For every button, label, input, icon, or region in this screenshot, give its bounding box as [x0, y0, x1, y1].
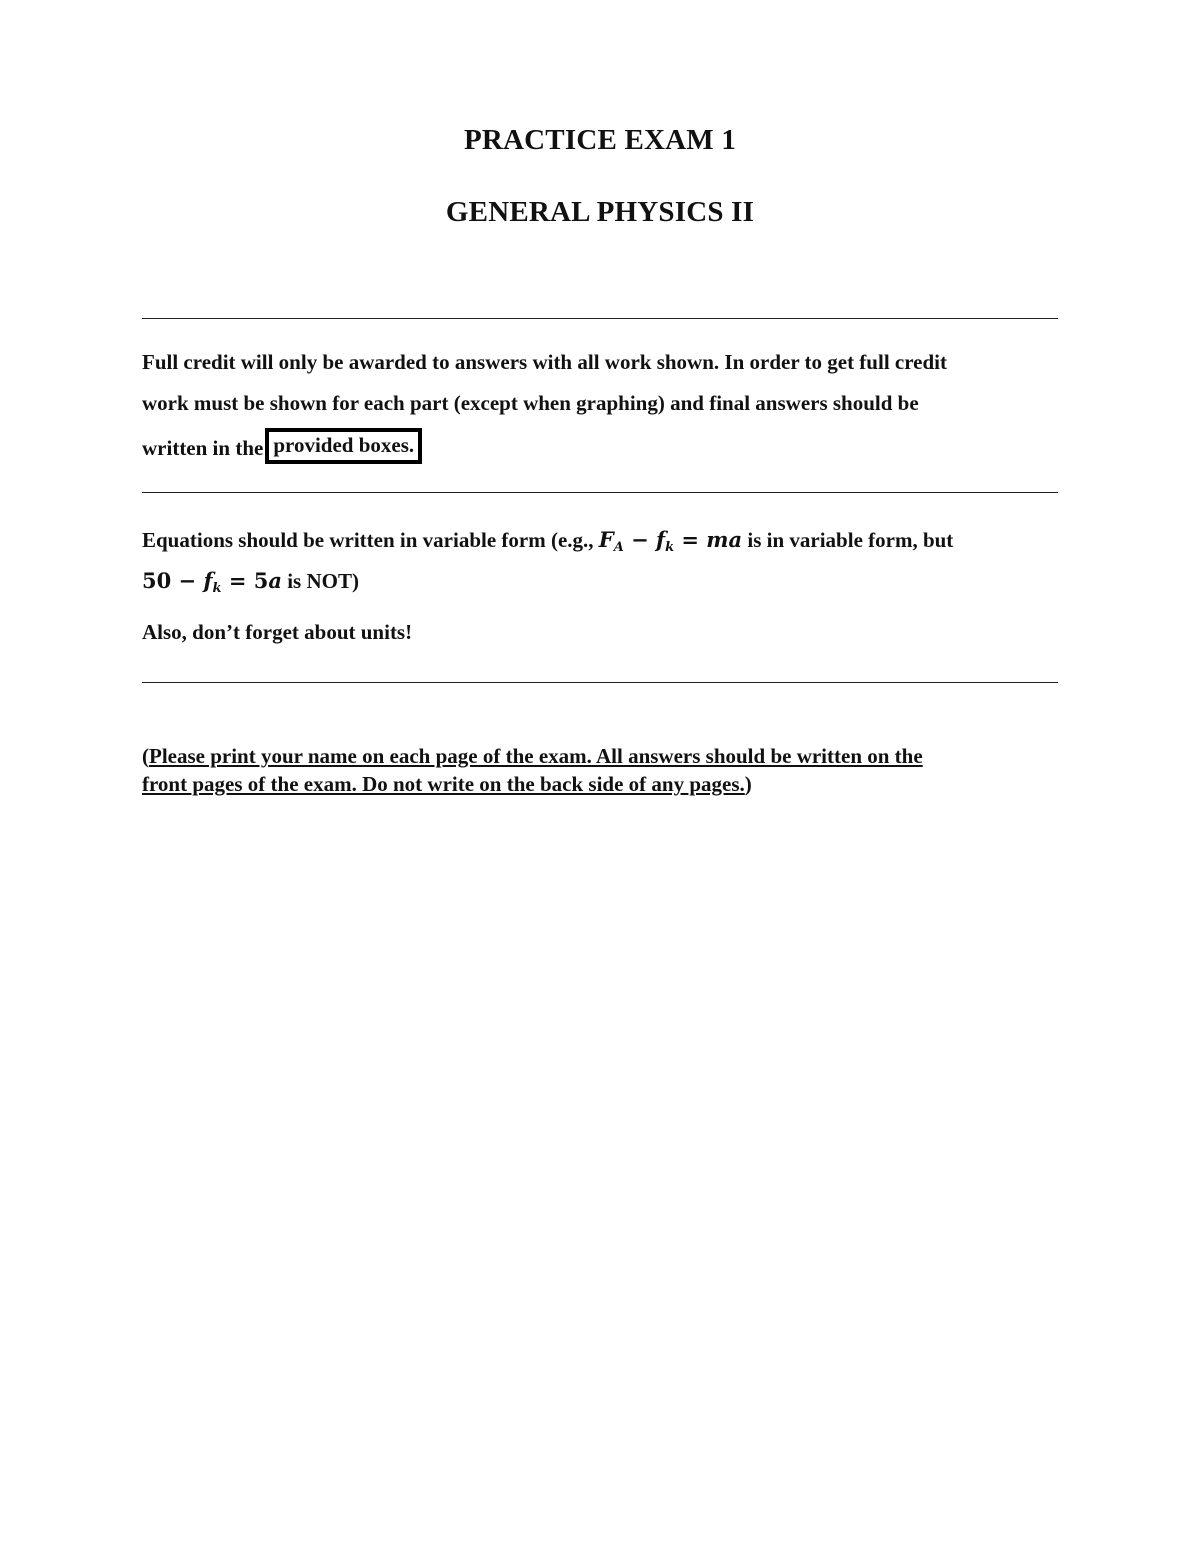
note-close-paren: )	[744, 772, 752, 796]
eq2-friction-subscript: k	[212, 581, 222, 596]
eq1-rhs: ma	[706, 527, 743, 552]
instructions-line-3	[142, 431, 422, 467]
instructions-line-2: work must be shown for each part (except when graphing) and final answers should be	[142, 391, 919, 415]
equations-intro-suffix: is in variable form, but	[742, 528, 954, 552]
exam-note	[142, 742, 1042, 798]
eq1-friction-symbol: f	[656, 527, 666, 552]
eq2-friction-symbol: f	[203, 568, 213, 593]
provided-boxes-label: provided boxes.	[265, 428, 422, 464]
note-open-paren: (	[142, 744, 149, 768]
equations-line-2	[142, 568, 359, 596]
note-line-2: front pages of the exam. Do not write on the back side of any pages.	[142, 772, 745, 796]
eq1-friction-subscript: k	[665, 540, 675, 555]
instructions-line-1: Full credit will only be awarded to answers with all work shown. In order to get full credit	[142, 350, 947, 374]
eq1-equals: =	[674, 527, 707, 552]
divider-line	[142, 682, 1058, 683]
eq1-force-subscript: A	[613, 540, 624, 555]
instructions-line-3-text: written in the	[142, 436, 264, 460]
eq1-force-symbol: F	[598, 527, 614, 552]
eq2-lhs: 50	[142, 568, 172, 593]
eq2-rhs-number: 5	[253, 568, 269, 593]
eq2-equals: =	[221, 568, 254, 593]
eq2-minus: −	[171, 568, 204, 593]
divider-line	[142, 318, 1058, 319]
course-title: GENERAL PHYSICS II	[445, 196, 755, 228]
equations-intro: Equations should be written in variable form (e.g.,	[142, 528, 599, 552]
divider-line	[142, 492, 1058, 493]
eq2-suffix: is NOT)	[281, 569, 359, 593]
eq1-minus: −	[623, 527, 657, 552]
units-reminder: Also, don’t forget about units!	[142, 620, 413, 644]
note-line-1: Please print your name on each page of the exam. All answers should be written on the	[149, 744, 923, 768]
equations-line-1	[142, 527, 953, 555]
eq2-rhs-variable: a	[268, 568, 282, 593]
exam-title: PRACTICE EXAM 1	[463, 124, 737, 156]
